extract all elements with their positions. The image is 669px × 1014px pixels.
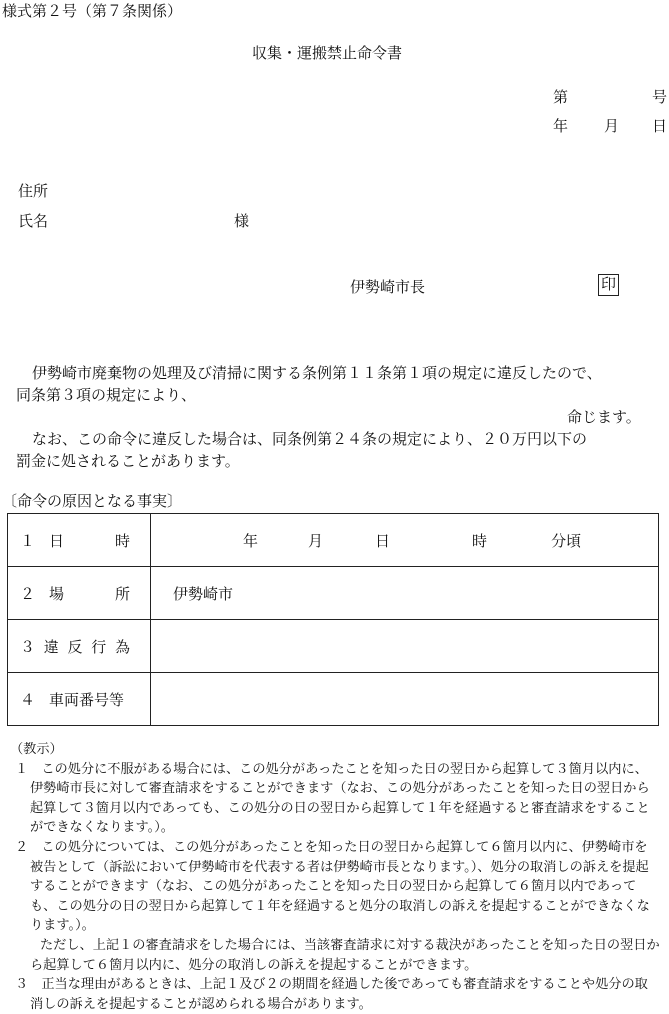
vehicle-value-cell [151,673,659,726]
facts-table [7,513,659,726]
datetime-value-cell [151,514,659,567]
label-part: 行 [91,637,107,656]
date-day: 日 [652,117,668,135]
violation-value-cell [151,620,659,673]
instruction-notes [10,740,660,1014]
para2-line1: なお、この命令に違反した場合は、同条例第２４条の規定により、２０万円以下の [32,430,588,448]
unit-year: 年 [243,531,259,550]
address-label: 住所 [18,182,49,200]
table-row [8,567,659,620]
table-row [8,673,659,726]
label-part: 日 [49,531,65,550]
label-part: ４ [20,690,36,709]
seal-text: 印 [598,274,619,296]
unit-day: 日 [375,531,391,550]
label-part: １ [20,531,36,550]
para2-line2: 罰金に処されることがあります。 [16,452,240,470]
row-label-vehicle [8,673,151,726]
document-title: 収集・運搬禁止命令書 [252,44,403,62]
note-item-2-proviso: ただし、上記１の審査請求をした場合には、当該審査請求に対する裁決があったことを知った日の翌日から起算して６箇月以内に、処分の取消しの訴えを提起することができます。 [30,937,660,973]
date-month: 月 [604,117,620,135]
label-part: 車両番号等 [49,690,125,709]
unit-hour: 時 [472,531,488,550]
label-part: 所 [114,584,130,603]
label-part: 反 [67,637,83,656]
label-part: 場 [49,584,65,603]
facts-heading: 〔命令の原因となる事実〕 [2,492,183,510]
table-row [8,620,659,673]
note-item-1: １ この処分に不服がある場合には、この処分があったことを知った日の翌日から起算して３箇月以内に、伊勢崎市長に対して審査請求をすることができます（なお、この処分があったことを知った日の翌日から起算して３箇月以内であっても、この処分の日の翌日から起算して１年を経過すると審査請求をすることができなくなります。）。 [15,761,650,836]
label-part: ３ [20,637,36,656]
date-year: 年 [553,117,569,135]
place-value-cell: 伊勢崎市 [151,567,659,620]
note-item-3: ３ 正当な理由があるときは、上記１及び２の期間を経過した後であっても審査請求をすることや処分の取消しの訴えを提起することが認められる場合があります。 [15,977,648,1012]
notes-heading: （教示） [10,742,63,757]
table-row [8,514,659,567]
unit-minute: 分頃 [551,531,582,550]
label-part: ２ [20,584,36,603]
row-label-place [8,567,151,620]
order-body [16,362,661,472]
honorific: 様 [234,212,250,230]
label-part: 時 [114,531,130,550]
seal-mark [598,274,619,296]
doc-number-prefix: 第 [553,88,569,106]
para1-line2: 同条第３項の規定により、 [16,386,197,404]
name-label: 氏名 [18,212,49,230]
label-part: 為 [114,637,130,656]
para1-line1: 伊勢崎市廃棄物の処理及び清掃に関する条例第１１条第１項の規定に違反したので、 [32,364,602,382]
form-number: 様式第２号（第７条関係） [2,2,183,20]
doc-number-suffix: 号 [652,88,668,106]
issuer-name: 伊勢崎市長 [350,278,426,296]
note-item-2: ２ この処分については、この処分があったことを知った日の翌日から起算して６箇月以内に、伊勢崎市を被告として（訴訟において伊勢崎市を代表する者は伊勢崎市長となります。）、処分の取消しの訴えを提起することができます（なお、この処分があったことを知った日の翌日から起算して６箇月以内であっても、この処分の日の翌日から起算して１年を経過すると処分の取消しの訴えを提起することができなくなります。）。 [15,839,650,934]
unit-month: 月 [308,531,324,550]
order-phrase: 命じます。 [567,408,641,426]
datetime-units [173,530,658,551]
row-label-datetime [8,514,151,567]
label-part: 違 [43,637,59,656]
row-label-violation [8,620,151,673]
